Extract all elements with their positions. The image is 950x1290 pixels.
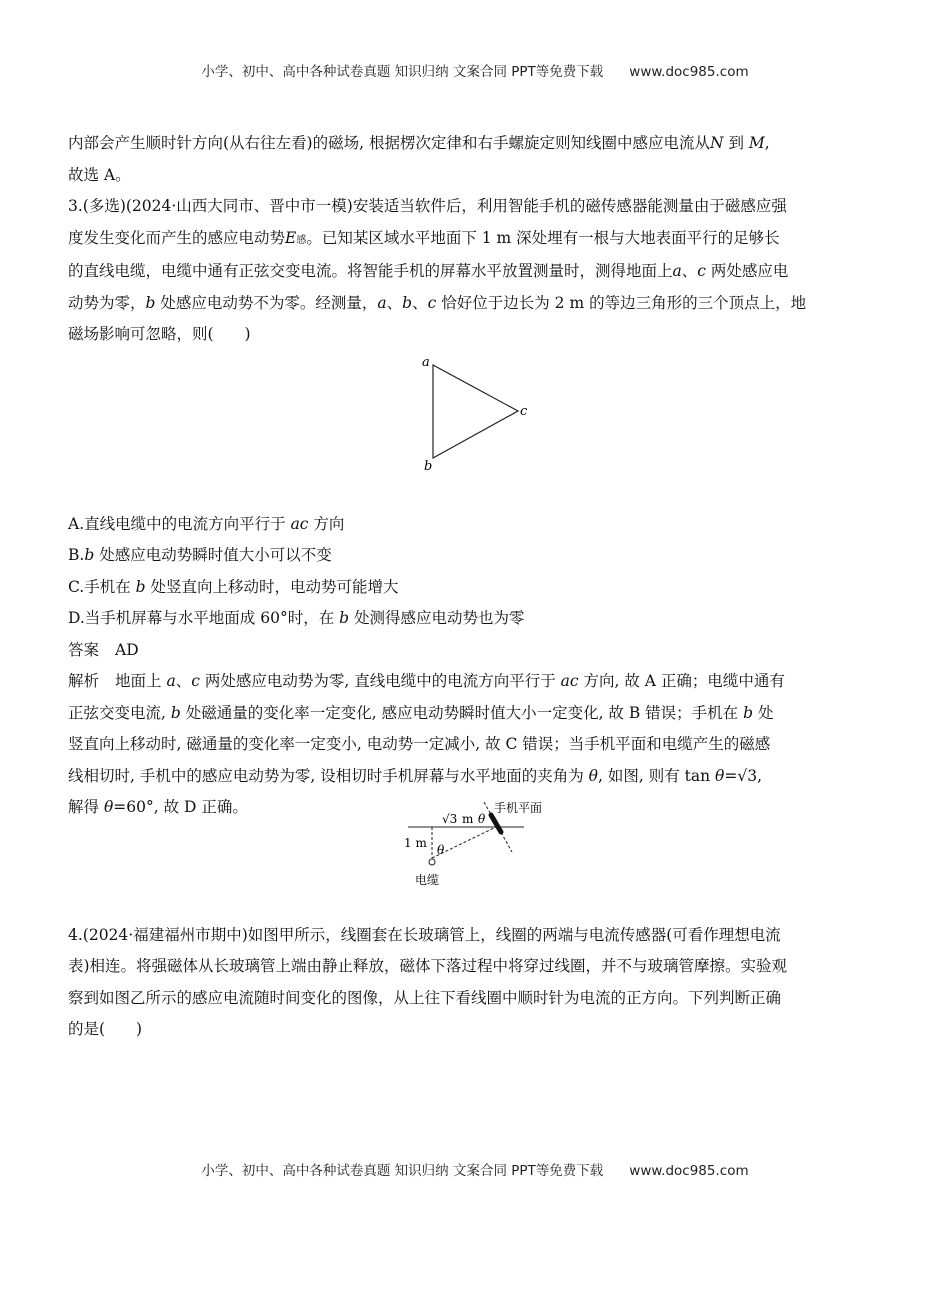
option-a: A.直线电缆中的电流方向平行于 ac 方向 (68, 514, 345, 533)
vertex-c-label: c (520, 404, 528, 419)
cable-label: 电缆 (415, 873, 440, 887)
one-meter-label: 1 m (404, 836, 427, 850)
answer-value: AD (115, 640, 139, 659)
theta-bottom-label: θ (437, 843, 445, 857)
question-4-line-3: 察到如图乙所示的感应电流随时间变化的图像，从上往下看线圈中顺时针为电流的正方向。下列判断正确 (68, 988, 782, 1007)
phone-plane-label: 手机平面 (494, 801, 543, 815)
vertex-b-label: b (424, 459, 433, 474)
answer-label: 答案 (68, 640, 100, 659)
analysis-line-2: 正弦交变电流, b 处磁通量的变化率一定变化, 感应电动势瞬时值大小一定变化, 故 B 错误；手机在 b 处 (68, 703, 774, 722)
question-3-line-3: 的直线电缆，电缆中通有正弦交变电流。将智能手机的屏幕水平放置测量时，测得地面上a、c 两处感应电 (68, 262, 789, 280)
question-3-line-4: 动势为零，b 处感应电动势不为零。经测量，a、b、c 恰好位于边长为 2 m 的等边三角形的三个顶点上，地 (68, 293, 807, 312)
analysis-line-5: 解得 θ=60°, 故 D 正确。 (68, 798, 248, 816)
footer-text: 小学、初中、高中各种试卷真题 知识归纳 文案合同 PPT等免费下载 (201, 1163, 604, 1179)
meter-label: m (462, 812, 474, 826)
cable-point (429, 859, 435, 865)
triangle-figure (416, 350, 536, 475)
footer-site[interactable]: www.doc985.com (629, 1163, 749, 1179)
sqrt3-label: √3 (442, 812, 458, 826)
question-4-line-2: 表)相连。将强磁体从长玻璃管上端由静止释放，磁体下落过程中将穿过线圈，并不与玻璃管摩擦。实验观 (68, 957, 788, 975)
question-4-line-1: 4.(2024·福建福州市期中)如图甲所示，线圈套在长玻璃管上，线圈的两端与电流传感器(可看作理想电流 (68, 925, 781, 944)
question-3-line-5: 磁场影响可忽略，则( ) (68, 325, 251, 343)
tangent-figure (398, 796, 558, 891)
question-3-line-1: 3.(多选)(2024·山西大同市、晋中市一模)安装适当软件后，利用智能手机的磁传感器能测量由于磁感应强 (68, 197, 787, 215)
header-text: 小学、初中、高中各种试卷真题 知识归纳 文案合同 PPT等免费下载 (201, 64, 604, 80)
prev-answer-line-2: 故选 A。 (68, 165, 131, 184)
option-d: D.当手机屏幕与水平地面成 60°时，在 b 处测得感应电动势也为零 (68, 609, 525, 627)
document-body (68, 128, 883, 1046)
triangle-shape (433, 365, 518, 458)
question-4-line-4: 的是( ) (68, 1020, 143, 1038)
prev-answer-line-1: 内部会产生顺时针方向(从右往左看)的磁场, 根据楞次定律和右手螺旋定则知线圈中感应电流从N 到 M, (68, 134, 770, 152)
vertex-a-label: a (422, 355, 430, 370)
analysis-line-3: 竖直向上移动时, 磁通量的变化率一定变小, 电动势一定减小, 故 C 错误；当手机平面和电缆产生的磁感 (68, 735, 771, 753)
phone-marker (491, 815, 501, 832)
analysis-line-4: 线相切时, 手机中的感应电动势为零, 设相切时手机屏幕与水平地面的夹角为 θ, 如图, 则有 tan θ=√3, (68, 766, 762, 785)
answer-line (68, 635, 883, 667)
header-site[interactable]: www.doc985.com (629, 64, 749, 80)
option-c: C.手机在 b 处竖直向上移动时，电动势可能增大 (68, 577, 399, 596)
analysis-label: 解析 (68, 672, 100, 690)
page-footer (0, 1159, 950, 1179)
page-header (0, 60, 950, 80)
analysis-line-1: 解析 地面上 a、c 两处感应电动势为零, 直线电缆中的电流方向平行于 ac 方向, 故 A 正确；电缆中通有 (68, 672, 785, 690)
option-b: B.b 处感应电动势瞬时值大小可以不变 (68, 546, 332, 564)
theta-top-label: θ (478, 812, 486, 826)
question-3-line-2: 度发生变化而产生的感应电动势E感。已知某区域水平地面下 1 m 深处埋有一根与大地表面平行的足够长 (68, 228, 780, 247)
